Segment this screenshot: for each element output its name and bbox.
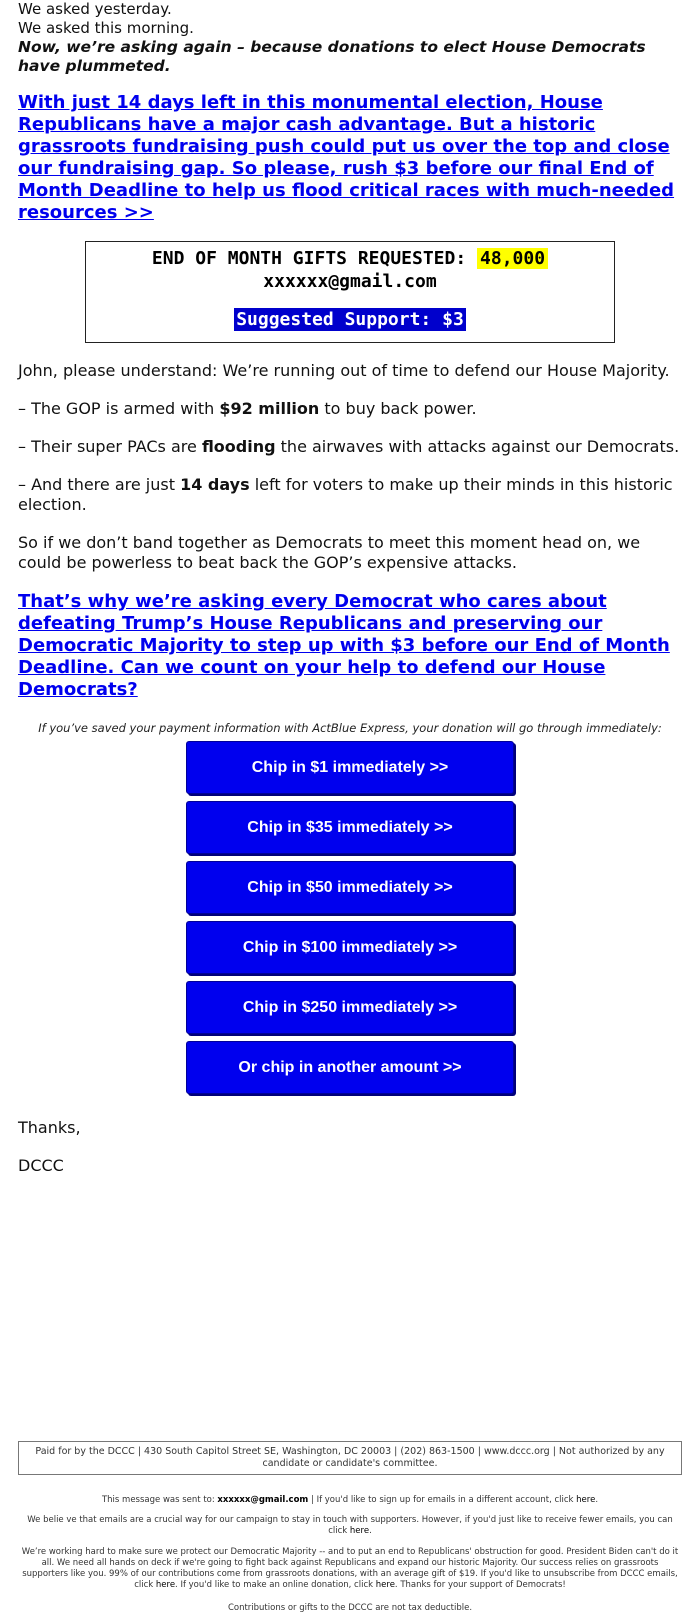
gift-request-line — [86, 248, 614, 269]
switch-account-link[interactable]: here — [576, 1495, 596, 1505]
online-donation-link[interactable]: here — [375, 1580, 395, 1590]
intro-line-2: We asked this morning. — [18, 19, 194, 37]
unsubscribe-text-b: . If you'd like to make an online donation, click — [175, 1580, 376, 1590]
gift-request-label: END OF MONTH GIFTS REQUESTED: — [151, 248, 467, 269]
intro-line-3: Now, we’re asking again – because donations to elect House Democrats have plummeted. — [18, 38, 646, 75]
signoff: Thanks, — [18, 1118, 81, 1137]
unsubscribe-text-c: . Thanks for your support of Democrats! — [394, 1580, 566, 1590]
fewer-emails-link[interactable]: here — [349, 1526, 370, 1536]
p4-text: – And there are just — [18, 475, 181, 494]
sent-to-email: xxxxxx@gmail.com — [217, 1495, 309, 1505]
unsubscribe-text-a: We’re working hard to make sure we protect our Democratic Majority -- and to put an end to Republicans' obstruction for good. President Biden can't do it all. We need all hands on deck if we're going to fight back against Republicans and expand our historic Majority. Our success relies on grassroots supporters like you. 99% of our contributions come from grassroots donations, with an average gift of $19. If you'd like to unsubscribe from DCCC emails, click — [21, 1547, 679, 1590]
chip-in-50-button[interactable]: Chip in $50 immediately >> — [186, 861, 514, 914]
signature: DCCC — [18, 1156, 64, 1175]
cta-donate-link[interactable]: That’s why we’re asking every Democrat who cares about defeating Trump’s House Republicans and preserving our Democratic Majority to step up with $3 before our End of Month Deadline. Can we count on your help to defend our House Democrats? — [18, 591, 670, 700]
body-paragraph-2 — [18, 399, 682, 419]
email-footer — [18, 1441, 682, 1614]
gift-request-box[interactable] — [85, 241, 615, 343]
tax-deductible-note: Contributions or gifts to the DCCC are not tax deductible. — [227, 1603, 473, 1613]
recipient-email: xxxxxx@gmail.com — [263, 271, 437, 292]
gift-request-count: 48,000 — [477, 248, 548, 269]
sent-to-note — [18, 1495, 682, 1506]
chip-in-250-button[interactable]: Chip in $250 immediately >> — [186, 981, 514, 1034]
unsubscribe-note — [18, 1547, 682, 1591]
chip-in-100-button[interactable]: Chip in $100 immediately >> — [186, 921, 514, 974]
paid-for-disclaimer: Paid for by the DCCC | 430 South Capitol Street SE, Washington, DC 20003 | (202) 863-1500 | www.dccc.org | Not authorized by any candidate or candidate's committee. — [18, 1441, 682, 1475]
p3-text-end: the airwaves with attacks against our Democrats. — [275, 437, 680, 456]
p2-text: – The GOP is armed with — [18, 399, 220, 418]
unsubscribe-link[interactable]: here — [155, 1580, 176, 1590]
body-paragraph-5: So if we don’t band together as Democrats to meet this moment head on, we could be powerless to beat back the GOP’s expensive attacks. — [18, 533, 641, 572]
p4-emphasis: 14 days — [180, 475, 250, 494]
sent-to-text-end: | If you'd like to sign up for emails in a different account, click — [308, 1495, 577, 1505]
fewer-emails-note — [18, 1515, 682, 1537]
body-paragraph-4 — [18, 475, 682, 515]
p3-text: – Their super PACs are — [18, 437, 202, 456]
chip-in-1-button[interactable]: Chip in $1 immediately >> — [186, 741, 514, 794]
headline-donate-link[interactable]: With just 14 days left in this monumental election, House Republicans have a major cash advantage. But a historic grassroots fundraising push could put us over the top and close our fundraising gap. So please, rush $3 before our final End of Month Deadline to help us flood critical races with much-needed resources >> — [18, 92, 675, 223]
suggested-support: Suggested Support: $3 — [236, 309, 464, 330]
p4-text-end: left for voters to make up their minds in this historic election. — [18, 475, 673, 514]
fewer-emails-text: We belie ve that emails are a crucial way for our campaign to stay in touch with supporters. However, if you'd just like to receive fewer emails, you can click — [27, 1515, 673, 1536]
p3-emphasis: flooding — [201, 437, 276, 456]
intro-line-1: We asked yesterday. — [18, 0, 172, 18]
actblue-express-note: If you’ve saved your payment information with ActBlue Express, your donation will go through immediately: — [38, 721, 662, 735]
body-paragraph-3 — [18, 437, 682, 457]
donation-buttons — [18, 741, 682, 1094]
sent-to-text: This message was sent to: — [101, 1495, 218, 1505]
email-body — [18, 0, 682, 1176]
other-amount-button[interactable]: Or chip in another amount >> — [186, 1041, 514, 1094]
fewer-emails-period: . — [369, 1526, 372, 1536]
body-paragraph-1: John, please understand: We’re running out of time to defend our House Majority. — [18, 361, 670, 380]
p2-text-end: to buy back power. — [319, 399, 477, 418]
sent-to-period: . — [595, 1495, 599, 1505]
chip-in-35-button[interactable]: Chip in $35 immediately >> — [186, 801, 514, 854]
p2-emphasis: $92 million — [219, 399, 320, 418]
